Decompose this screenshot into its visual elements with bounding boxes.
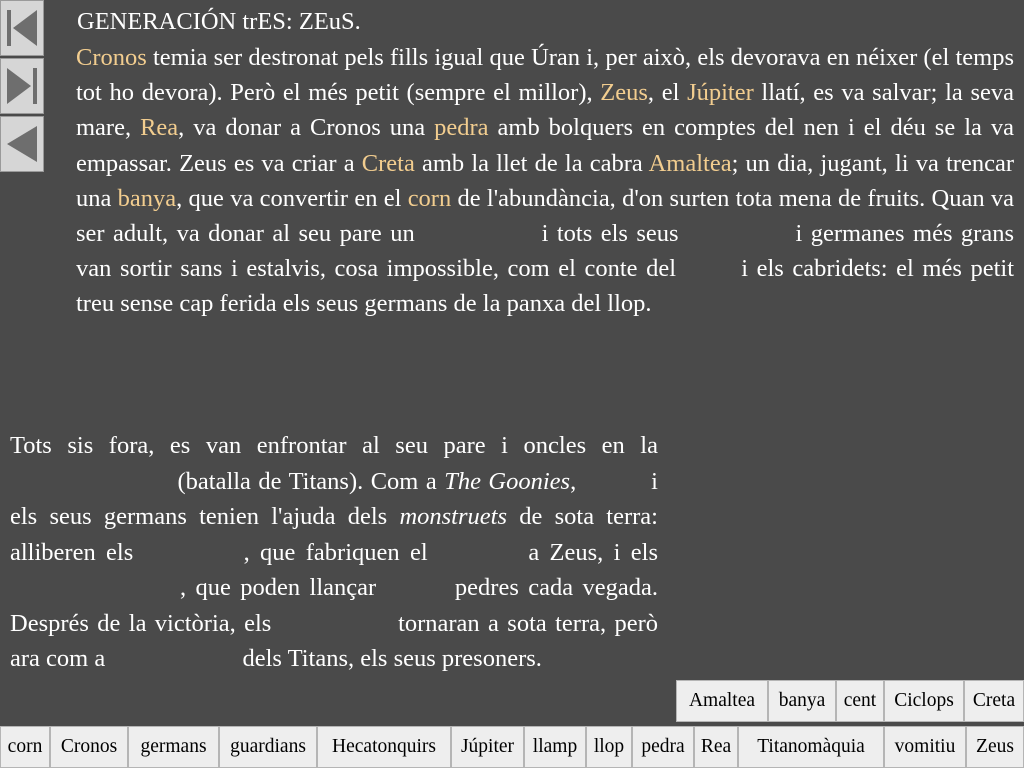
highlight-word: pedra bbox=[434, 114, 489, 142]
word-chip[interactable]: llop bbox=[586, 726, 632, 768]
skip-to-end-icon bbox=[4, 64, 40, 108]
italic-word: monstruets bbox=[399, 503, 507, 530]
word-chip[interactable]: Zeus bbox=[966, 726, 1024, 768]
word-chip[interactable]: vomitiu bbox=[884, 726, 966, 768]
word-chip[interactable]: guardians bbox=[219, 726, 317, 768]
highlight-word: Zeus bbox=[600, 79, 648, 107]
word-chip[interactable]: Cronos bbox=[50, 726, 128, 768]
highlight-word: Rea bbox=[140, 114, 179, 142]
word-chip[interactable]: Ciclops bbox=[884, 680, 964, 722]
word-chip[interactable]: Creta bbox=[964, 680, 1024, 722]
paragraph-intro: Cronos temia ser destronat pels fills igual que Úran i, per això, els devorava en néixer (el temps tot ho devora). Però el més petit (sempre el millor), Zeus, el Júpiter llatí, es va salvar; la seva mare, Rea, va donar a Cronos una pedra amb bolquers en comptes del nen i el déu se la va empassar. Zeus es va criar a Creta amb la llet de la cabra Amaltea; un dia, jugant, li va trencar una banya, que va convertir en el corn de l'abundància, d'on surten tota mena de fruits. Quan va ser adult, va donar al seu pare un i tots els seus i germanes més grans van sortir sans i estalvis, cosa impossible, com el conte del i els cabridets: el més petit treu sense cap ferida els seus germans de la panxa del llop. bbox=[76, 44, 1015, 318]
highlight-word: Cronos bbox=[76, 44, 147, 71]
word-bank-row-1 bbox=[676, 680, 1024, 722]
first-page-button[interactable] bbox=[0, 0, 44, 56]
word-chip[interactable]: Júpiter bbox=[451, 726, 524, 768]
word-chip[interactable]: Titanomàquia bbox=[738, 726, 884, 768]
word-chip[interactable]: pedra bbox=[632, 726, 694, 768]
word-chip[interactable]: Rea bbox=[694, 726, 738, 768]
highlight-word: Creta bbox=[361, 149, 415, 177]
back-triangle-icon bbox=[4, 122, 40, 166]
skip-to-start-icon bbox=[4, 6, 40, 50]
italic-title: The Goonies bbox=[444, 467, 571, 495]
highlight-word: banya bbox=[117, 184, 177, 212]
word-chip[interactable]: banya bbox=[768, 680, 836, 722]
highlight-word: Amaltea bbox=[648, 149, 732, 177]
word-chip[interactable]: germans bbox=[128, 726, 219, 768]
word-chip[interactable]: cent bbox=[836, 680, 884, 722]
back-button[interactable] bbox=[0, 116, 44, 172]
word-chip[interactable]: corn bbox=[0, 726, 50, 768]
highlight-word: Júpiter bbox=[687, 79, 754, 107]
highlight-word: corn bbox=[407, 184, 452, 212]
word-chip[interactable]: llamp bbox=[524, 726, 586, 768]
word-chip[interactable]: Amaltea bbox=[676, 680, 768, 722]
paragraph-battle: Tots sis fora, es van enfrontar al seu pare i oncles en la (batalla de Titans). Com a The Goonies, i els seus germans tenien l'ajuda dels monstruets de sota terra: alliberen els , que fabriquen el a Zeus, i els , que poden llançar pedres cada vegada. Després de la victòria, els tornaran a sota terra, però ara com a dels Titans, els seus presoners. bbox=[10, 432, 658, 672]
word-bank-row-2 bbox=[0, 726, 1024, 768]
word-chip[interactable]: Hecatonquirs bbox=[317, 726, 451, 768]
last-page-button[interactable] bbox=[0, 58, 44, 114]
page-title: GENERACIÓN trES: ZEuS. bbox=[77, 8, 361, 35]
